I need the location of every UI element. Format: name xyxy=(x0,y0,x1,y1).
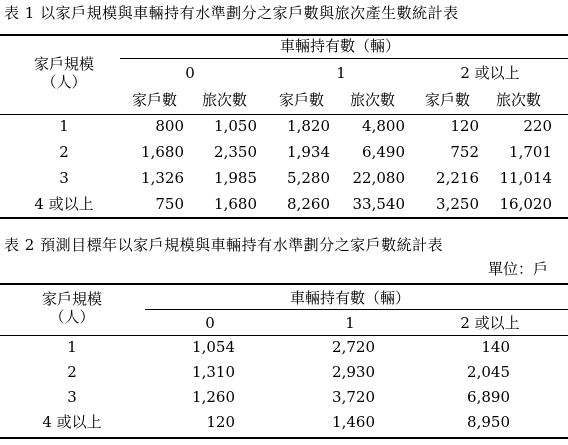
table2-row1-size: 1 xyxy=(67,338,77,356)
table2-title: 表 2 預測目標年以家戶規模與車輛持有水準劃分之家戶數統計表 xyxy=(4,236,444,254)
table1-row4-cell: 16,020 xyxy=(499,195,552,213)
table2-unit: 單位：戶 xyxy=(488,260,549,278)
table2-row4-cell: 8,950 xyxy=(467,413,510,431)
table2-row4-size: 4 或以上 xyxy=(42,413,102,431)
table1-row2-cell: 1,680 xyxy=(141,143,184,161)
table1-subheader-households-1: 家戶數 xyxy=(279,91,325,109)
table1-row-header-line1: 家戶規模 xyxy=(33,55,94,73)
table2-group-1: 1 xyxy=(345,314,355,332)
table1-row3-cell: 1,985 xyxy=(214,169,257,187)
table1-row1-cell: 800 xyxy=(155,117,184,135)
table1-group-1: 1 xyxy=(336,64,346,82)
table1-group-0: 0 xyxy=(185,64,195,82)
table1-row-header-line2: （人） xyxy=(41,73,87,91)
table2-row3-cell: 6,890 xyxy=(467,388,510,406)
table1-header-rule xyxy=(0,114,568,115)
table2-row3-cell: 1,260 xyxy=(192,388,235,406)
table2-row3-size: 3 xyxy=(67,388,77,406)
table2-row2-cell: 2,930 xyxy=(332,363,375,381)
table1-row1-cell: 120 xyxy=(450,117,479,135)
table1-subheader-trips-0: 旅次數 xyxy=(202,91,248,109)
table2-row4-cell: 1,460 xyxy=(332,413,375,431)
table2-row1-cell: 1,054 xyxy=(192,338,235,356)
table1-title: 表 1 以家戶規模與車輛持有水準劃分之家戶數與旅次產生數統計表 xyxy=(4,4,459,22)
table1-bottom-rule xyxy=(0,217,568,219)
table1-subheader-households-2: 家戶數 xyxy=(425,91,471,109)
table2-header-rule xyxy=(0,335,568,336)
table1-top-rule xyxy=(0,34,568,36)
table2-group-0: 0 xyxy=(205,314,215,332)
table1-row1-cell: 220 xyxy=(523,117,552,135)
table1-row2-cell: 2,350 xyxy=(214,143,257,161)
table2-group-rule xyxy=(145,309,568,310)
table2-row4-cell: 120 xyxy=(206,413,235,431)
table1-row1-cell: 1,050 xyxy=(214,117,257,135)
table1-row4-cell: 1,680 xyxy=(214,195,257,213)
table2-bottom-rule xyxy=(0,437,568,439)
table2-row2-cell: 2,045 xyxy=(467,363,510,381)
table1-row4-cell: 8,260 xyxy=(287,195,330,213)
table1-group-2: 2 或以上 xyxy=(460,64,520,82)
table1-row4-size: 4 或以上 xyxy=(34,195,94,213)
table1-row3-cell: 5,280 xyxy=(287,169,330,187)
table2-row2-size: 2 xyxy=(67,363,77,381)
table2-group-header: 車輛持有數（輛） xyxy=(289,289,410,307)
table1-subheader-households-0: 家戶數 xyxy=(132,91,178,109)
table2-row-header-line2: （人） xyxy=(49,308,95,326)
table1-subheader-trips-2: 旅次數 xyxy=(496,91,542,109)
table1-row3-cell: 11,014 xyxy=(499,169,552,187)
table1-row3-cell: 2,216 xyxy=(436,169,479,187)
table1-row2-cell: 1,934 xyxy=(287,143,330,161)
table2-row3-cell: 3,720 xyxy=(332,388,375,406)
table1-row1-cell: 4,800 xyxy=(362,117,405,135)
table1-row1-cell: 1,820 xyxy=(287,117,330,135)
table1-row4-cell: 33,540 xyxy=(352,195,405,213)
table1-subheader-trips-1: 旅次數 xyxy=(350,91,396,109)
table1-row2-size: 2 xyxy=(59,143,69,161)
table2-row1-cell: 2,720 xyxy=(332,338,375,356)
table2-row2-cell: 1,310 xyxy=(192,363,235,381)
table1-row2-cell: 1,701 xyxy=(509,143,552,161)
table1-row3-size: 3 xyxy=(59,169,69,187)
table1-group-rule xyxy=(120,58,568,59)
table1-group-header: 車輛持有數（輛） xyxy=(279,37,400,55)
table2-row-header-line1: 家戶規模 xyxy=(41,290,102,308)
table1-row3-cell: 22,080 xyxy=(352,169,405,187)
table1-row2-cell: 6,490 xyxy=(362,143,405,161)
table1-row1-size: 1 xyxy=(59,117,69,135)
table2-group-2: 2 或以上 xyxy=(460,314,520,332)
table1-row2-cell: 752 xyxy=(450,143,479,161)
table1-row3-cell: 1,326 xyxy=(141,169,184,187)
table1-row4-cell: 750 xyxy=(155,195,184,213)
table2-row1-cell: 140 xyxy=(481,338,510,356)
table1-row4-cell: 3,250 xyxy=(436,195,479,213)
table2-top-rule xyxy=(0,283,568,285)
